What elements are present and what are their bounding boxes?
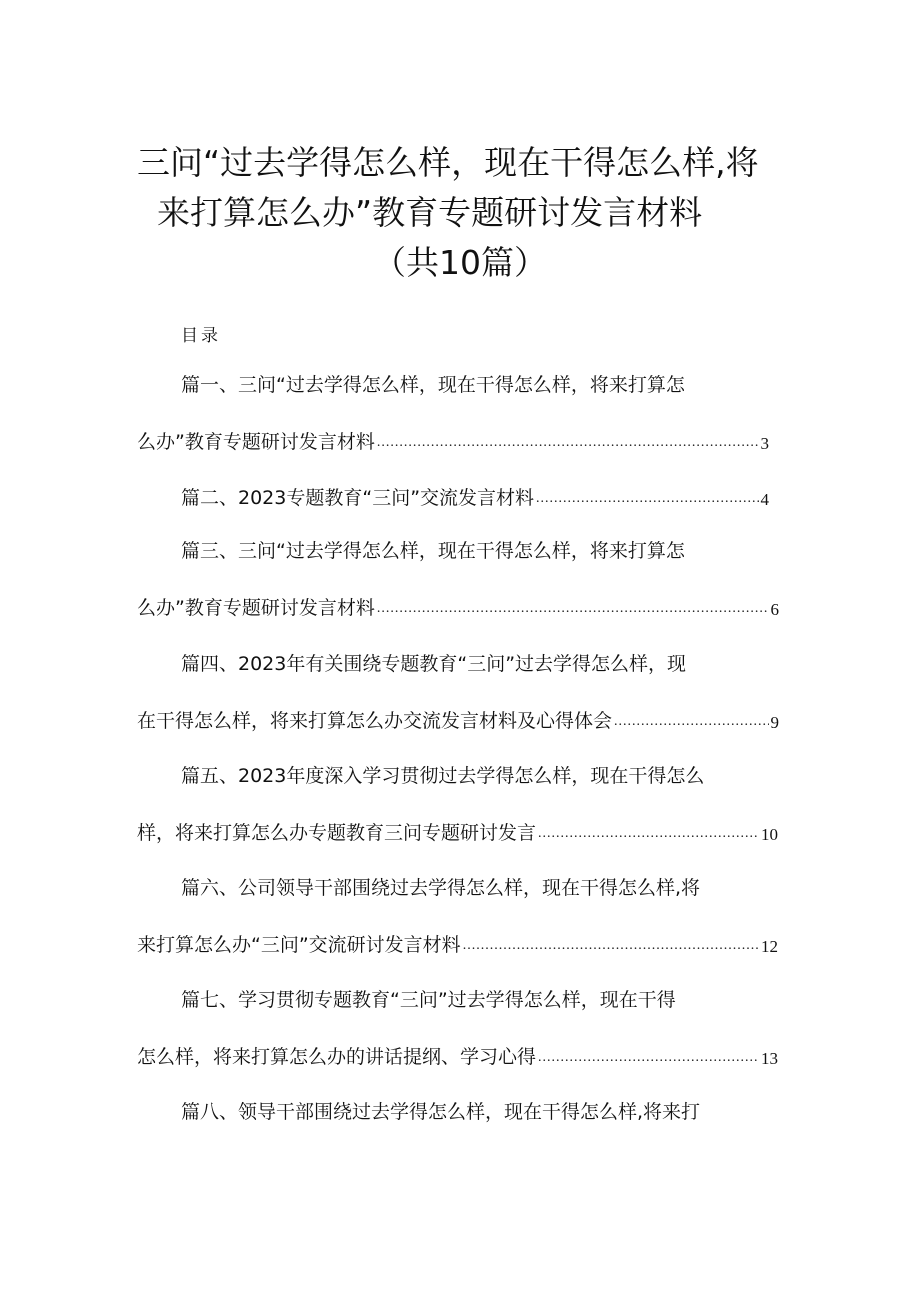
toc-page-number: 4 bbox=[760, 490, 769, 509]
toc-entry-2[interactable] bbox=[181, 484, 769, 508]
toc-entry-text: 怎么样，将来打算怎么办的讲话提纲、学习心得 bbox=[137, 1046, 537, 1068]
toc-entry-text: 在干得怎么样，将来打算怎么办交流发言材料及心得体会 bbox=[137, 710, 613, 732]
toc-entry-3-line-1[interactable]: 篇三、三问“过去学得怎么样，现在干得怎么样，将来打算怎 bbox=[181, 540, 685, 562]
toc-entry-text: 样，将来打算怎么办专题教育三问专题研讨发言 bbox=[137, 822, 537, 844]
document-title-line-2: 来打算怎么办”教育专题研讨发言材料 bbox=[157, 193, 703, 232]
toc-page-number: 13 bbox=[761, 1049, 778, 1068]
toc-page-number: 12 bbox=[761, 937, 778, 956]
toc-entry-1-line-1[interactable]: 篇一、三问“过去学得怎么样，现在干得怎么样，将来打算怎 bbox=[181, 374, 685, 396]
document-title-line-1: 三问“过去学得怎么样，现在干得怎么样,将 bbox=[137, 143, 759, 182]
toc-entry-text: 么办”教育专题研讨发言材料 bbox=[137, 431, 375, 453]
toc-page-number: 10 bbox=[761, 825, 778, 844]
toc-leader-dots bbox=[614, 715, 768, 729]
toc-entry-text: 么办”教育专题研讨发言材料 bbox=[137, 597, 375, 619]
toc-entry-6-line-2[interactable] bbox=[137, 931, 778, 955]
toc-entry-1-line-2[interactable] bbox=[137, 428, 769, 452]
toc-entry-text: 篇二、2023专题教育“三问”交流发言材料 bbox=[181, 487, 535, 509]
toc-entry-7-line-2[interactable] bbox=[137, 1043, 778, 1067]
toc-entry-6-line-1[interactable]: 篇六、公司领导干部围绕过去学得怎么样，现在干得怎么样,将 bbox=[181, 877, 701, 899]
toc-page-number: 3 bbox=[760, 434, 769, 453]
toc-leader-dots bbox=[538, 827, 759, 841]
toc-leader-dots bbox=[377, 436, 759, 450]
toc-page-number: 6 bbox=[770, 600, 779, 619]
toc-leader-dots bbox=[463, 939, 759, 953]
toc-entry-text: 来打算怎么办“三问”交流研讨发言材料 bbox=[137, 934, 461, 956]
toc-entry-4-line-1[interactable]: 篇四、2023年有关围绕专题教育“三问”过去学得怎么样，现 bbox=[181, 653, 687, 675]
toc-entry-4-line-2[interactable] bbox=[137, 707, 779, 731]
toc-entry-5-line-1[interactable]: 篇五、2023年度深入学习贯彻过去学得怎么样，现在干得怎么 bbox=[181, 765, 705, 787]
toc-leader-dots bbox=[377, 602, 769, 616]
document-title-count: （共10篇） bbox=[373, 243, 547, 282]
toc-page-number: 9 bbox=[770, 713, 779, 732]
toc-leader-dots bbox=[536, 492, 758, 506]
toc-entry-7-line-1[interactable]: 篇七、学习贯彻专题教育“三问”过去学得怎么样，现在干得 bbox=[181, 989, 676, 1011]
toc-entry-5-line-2[interactable] bbox=[137, 819, 778, 843]
toc-heading: 目录 bbox=[181, 326, 221, 346]
toc-entry-8-line-1[interactable]: 篇八、领导干部围绕过去学得怎么样，现在干得怎么样,将来打 bbox=[181, 1101, 701, 1123]
toc-leader-dots bbox=[538, 1051, 759, 1065]
toc-entry-3-line-2[interactable] bbox=[137, 594, 779, 618]
